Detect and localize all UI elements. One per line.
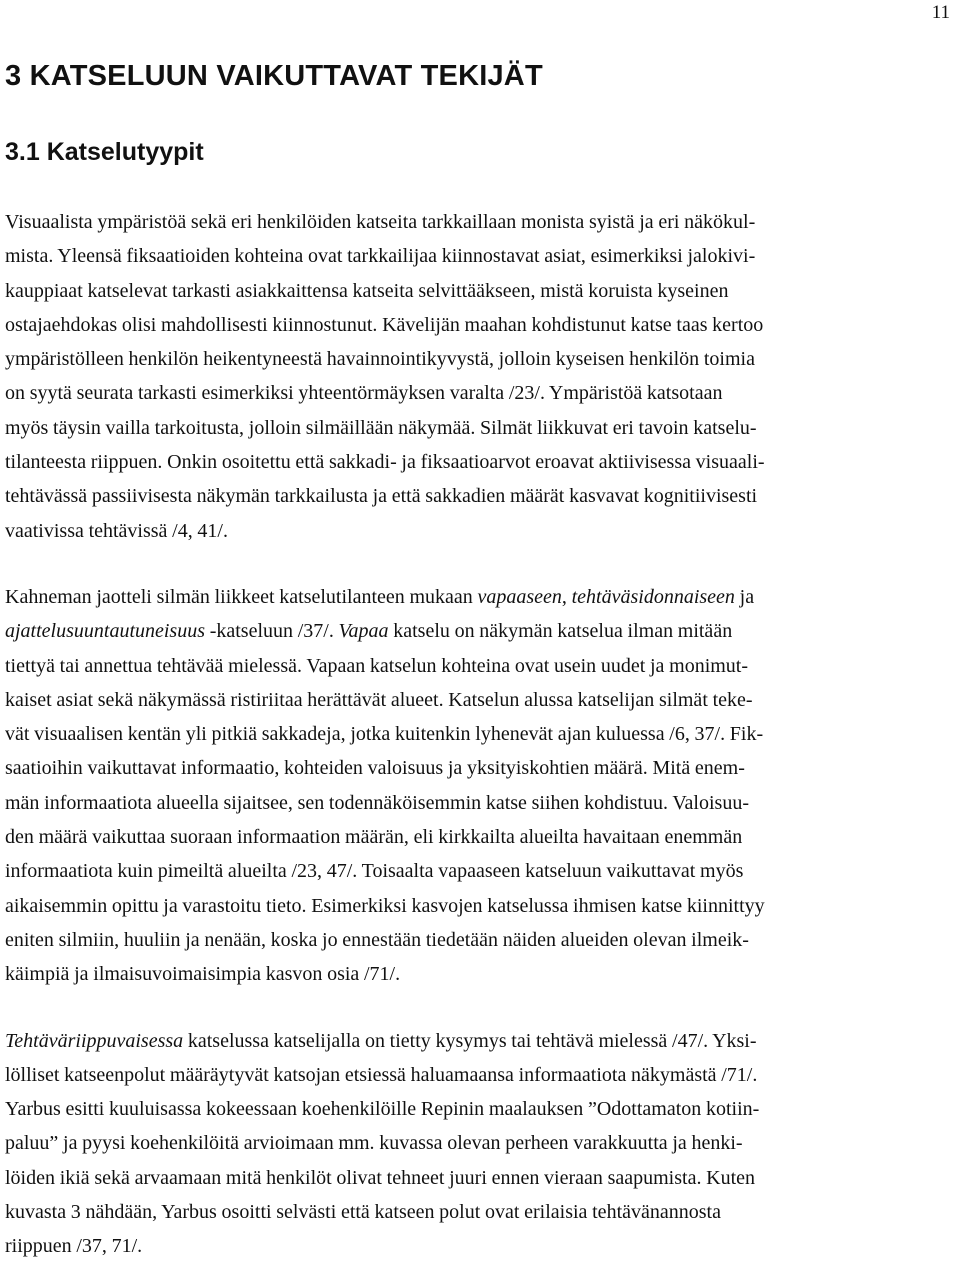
text-line: informaatiota kuin pimeiltä alueilta /23, 47/. Toisaalta vapaaseen katseluun vaikuttavat myös: [5, 860, 744, 883]
text-line: tilanteesta riippuen. Onkin osoitettu että sakkadi- ja fiksaatioarvot eroavat aktiivisessa visuaali-: [5, 451, 765, 474]
text-segment: -katseluun /37/.: [205, 620, 339, 643]
paragraph-reasons-for-observing: [5, 205, 957, 548]
text-segment: ja: [734, 585, 755, 608]
text-line: [5, 614, 957, 648]
text-line: myös täysin vailla tarkoitusta, jolloin silmäillään näkymää. Silmät liikkuvat eri tavoin katselu-: [5, 416, 757, 439]
page-number: 11: [931, 2, 950, 23]
text-segment: Kahneman jaotteli silmän liikkeet katselutilanteen mukaan: [5, 585, 478, 608]
paragraph-task-dependent-viewing: [5, 1024, 957, 1264]
text-line: saatioihin vaikuttavat informaatio, kohteiden valoisuus ja yksityiskohtien määrä. Mitä enem-: [5, 757, 745, 780]
body-text: [5, 205, 957, 1264]
text-line: den määrä vaikuttaa suoraan informaation määrän, eli kirkkailta alueilta havaitaan enemmän: [5, 826, 743, 849]
paragraph-kahneman-viewing-types: [5, 580, 957, 992]
text-segment: ,: [561, 585, 572, 608]
text-line: tiettyä tai annettua tehtävää mielessä. Vapaan katselun kohteina ovat usein uudet ja monimut-: [5, 654, 749, 677]
text-line: mista. Yleensä fiksaatioiden kohteina ovat tarkkailijaa kiinnostavat asiat, esimerkiksi jalokivi-: [5, 245, 756, 268]
text-line: vät visuaalisen kentän yli pitkiä sakkadeja, jotka kuitenkin lyhenevät ajan kuluessa /6, 37/. Fik-: [5, 723, 764, 746]
italic-term: tehtäväsidonnaiseen: [571, 585, 735, 608]
text-line: kaiset asiat sekä näkymässä ristiriitaa herättävät alueet. Katselun alussa katselijan silmät teke-: [5, 688, 753, 711]
chapter-heading: 3 KATSELUUN VAIKUTTAVAT TEKIJÄT: [5, 60, 543, 92]
text-line: [5, 580, 957, 614]
text-segment: katselussa katselijalla on tietty kysymys tai tehtävä mielessä /47/. Yksi-: [183, 1029, 757, 1052]
text-segment: katselu on näkymän katselua ilman mitään: [388, 620, 733, 643]
text-line: aikaisemmin opittu ja varastoitu tieto. Esimerkiksi kasvojen katselussa ihmisen katse kiinnittyy: [5, 894, 765, 917]
text-line: tehtävässä passiivisesta näkymän tarkkailusta ja että sakkadien määrät kasvavat kognitiivisesti: [5, 485, 758, 508]
text-line: män informaatiota alueella sijaitsee, sen todennäköisemmin katse siihen kohdistuu. Valoisuu-: [5, 791, 749, 814]
text-line: käimpiä ja ilmaisuvoimaisimpia kasvon osia /71/.: [5, 963, 401, 986]
text-line: Visuaalista ympäristöä sekä eri henkilöiden katseita tarkkaillaan monista syistä ja eri näkökul-: [5, 211, 756, 233]
text-line: kuvasta 3 nähdään, Yarbus osoitti selvästi että katseen polut ovat erilaisia tehtävänannosta: [5, 1201, 721, 1224]
text-line: [5, 1024, 957, 1058]
text-line: riippuen /37, 71/.: [5, 1235, 143, 1258]
text-line: ostajaehdokas olisi mahdollisesti kiinnostunut. Kävelijän maahan kohdistunut katse taas kertoo: [5, 313, 764, 336]
italic-term: Tehtäväriippuvaisessa: [5, 1029, 184, 1052]
text-line: paluu” ja pyysi koehenkilöitä arvioimaan mm. kuvassa olevan perheen varakkuutta ja henki-: [5, 1132, 743, 1155]
text-line: eniten silmiin, huuliin ja nenään, koska jo ennestään tiedetään näiden alueiden olevan ilmeik-: [5, 928, 749, 951]
text-line: ympäristölleen henkilön heikentyneestä havainnointikyvystä, jolloin kyseisen henkilön toimia: [5, 348, 755, 371]
text-line: on syytä seurata tarkasti esimerkiksi yhteentörmäyksen varalta /23/. Ympäristöä katsotaan: [5, 382, 723, 405]
italic-term: Vapaa: [338, 620, 389, 643]
text-line: löiden ikiä sekä arvaamaan mitä henkilöt olivat tehneet juuri ennen vieraan saapumista. Kuten: [5, 1166, 756, 1189]
italic-term: vapaaseen: [477, 585, 562, 608]
section-heading: 3.1 Katselutyypit: [5, 138, 204, 166]
italic-term: ajattelusuuntautuneisuus: [5, 620, 205, 643]
text-line: lölliset katseenpolut määräytyvät katsojan etsiessä haluamaansa informaatiota näkymästä /71/.: [5, 1063, 758, 1086]
text-line: Yarbus esitti kuuluisassa kokeessaan koehenkilöille Repinin maalauksen ”Odottamaton kotiin-: [5, 1098, 760, 1121]
text-line: kauppiaat katselevat tarkasti asiakkaittensa katseita selvittääkseen, mistä koruista kyseinen: [5, 279, 729, 302]
text-line: vaativissa tehtävissä /4, 41/.: [5, 519, 228, 542]
